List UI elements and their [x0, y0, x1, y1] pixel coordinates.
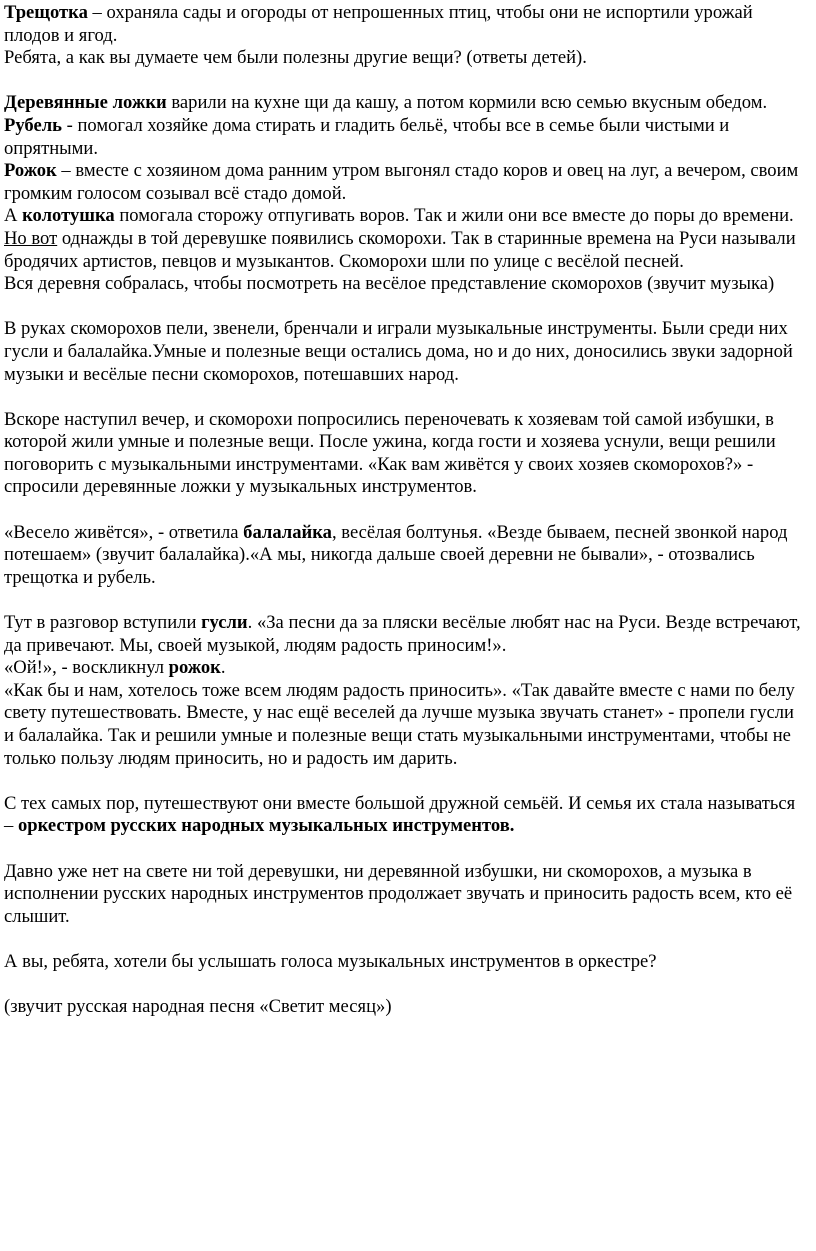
bold-term: колотушка: [22, 205, 115, 227]
text-run: Ребята, а как вы думаете чем были полезны другие вещи? (ответы детей).: [4, 47, 587, 69]
paragraph: [4, 160, 808, 205]
paragraph: [4, 273, 808, 296]
blank-line: [4, 928, 808, 951]
text-run: С тех самых пор, путешествуют они вместе большой дружной семьёй. И семья их стала называться –: [4, 792, 796, 837]
paragraph: [4, 409, 808, 499]
text-run: варили на кухне щи да кашу, а потом кормили всю семью вкусным обедом.: [166, 92, 768, 114]
text-run: помогала сторожу отпугивать воров. Так и жили они все вместе до поры до времени.: [114, 205, 794, 227]
paragraph: [4, 318, 808, 386]
paragraph: [4, 228, 808, 273]
bold-term: балалайка: [243, 521, 332, 543]
text-run: однажды в той деревушке появились скоморохи. Так в старинные времена на Руси называли бродячих артистов, певцов и музыкантов. Скоморохи шли по улице с весёлой песней.: [4, 227, 796, 272]
paragraph: [4, 2, 808, 47]
paragraph: [4, 951, 808, 974]
paragraph: [4, 657, 808, 680]
paragraph: [4, 47, 808, 70]
text-run: . «За песни да за пляски весёлые любят нас на Руси. Везде встречают, да привечают. Мы, своей музыкой, людям радость приносим!».: [4, 612, 801, 656]
text-run: (звучит русская народная песня «Светит месяц»): [4, 996, 392, 1018]
bold-term: рожок: [168, 657, 221, 679]
underlined-text: Но вот: [4, 227, 58, 249]
paragraph: [4, 115, 808, 160]
bold-term: Рожок: [4, 160, 57, 182]
paragraph: [4, 92, 808, 115]
bold-term: Рубель: [4, 114, 62, 136]
bold-term: гусли: [201, 612, 248, 634]
text-run: Вскоре наступил вечер, и скоморохи попросились переночевать к хозяевам той самой избушки, в которой жили умные и полезные вещи. После ужина, когда гости и хозяева уснули, вещи решили поговорить с музыкальными инструментами. «Как вам живётся у своих хозяев скоморохов?» - спросили деревянные ложки у музыкальных инструментов.: [4, 408, 776, 498]
text-run: А: [4, 205, 23, 227]
blank-line: [4, 589, 808, 612]
text-run: .: [220, 657, 226, 679]
paragraph: [4, 680, 808, 770]
blank-line: [4, 70, 808, 93]
text-run: «Весело живётся», - ответила: [4, 521, 244, 543]
paragraph: [4, 612, 808, 657]
text-run: «Ой!», - воскликнул: [4, 657, 169, 679]
text-run: – вместе с хозяином дома ранним утром выгонял стадо коров и овец на луг, а вечером, своим громким голосом созывал всё стадо домой.: [4, 160, 799, 204]
text-run: А вы, ребята, хотели бы услышать голоса музыкальных инструментов в оркестре?: [4, 950, 657, 972]
text-run: – охраняла сады и огороды от непрошенных птиц, чтобы они не испортили урожай плодов и ягод.: [4, 2, 753, 46]
paragraph: [4, 996, 808, 1019]
bold-term: Деревянные ложки: [4, 92, 167, 114]
text-run: «Как бы и нам, хотелось тоже всем людям радость приносить». «Так давайте вместе с нами по белу свету путешествовать. Вместе, у нас ещё веселей да лучше музыка звучать станет» - пропели гусли и балалайка. Так и решили умные и полезные вещи стать музыкальными инструментами, чтобы не только пользу людям приносить, но и радость им дарить.: [4, 679, 795, 769]
bold-term: Трещотка: [4, 2, 88, 23]
bold-term: оркестром русских народных музыкальных инструментов.: [17, 815, 515, 837]
text-run: , весёлая болтунья. «Везде бываем, песней звонкой народ потешаем» (звучит балалайка).«А мы, никогда дальше своей деревни не бывали», - отозвались трещотка и рубель.: [4, 521, 788, 588]
paragraph: [4, 861, 808, 929]
paragraph: [4, 205, 808, 228]
paragraph: [4, 793, 808, 838]
text-run: В руках скоморохов пели, звенели, бренчали и играли музыкальные инструменты. Были среди них гусли и балалайка.Умные и полезные вещи остались дома, но и до них, доносились звуки задорной музыки и весёлые песни скоморохов, потешавших народ.: [4, 318, 793, 385]
blank-line: [4, 974, 808, 997]
text-run: Давно уже нет на свете ни той деревушки, ни деревянной избушки, ни скоморохов, а музыка в исполнении русских народных инструментов продолжает звучать и приносить радость всем, кто её слышит.: [4, 860, 793, 927]
blank-line: [4, 386, 808, 409]
text-run: - помогал хозяйке дома стирать и гладить бельё, чтобы все в семье были чистыми и опрятными.: [4, 114, 730, 159]
paragraph: [4, 522, 808, 590]
blank-line: [4, 296, 808, 319]
text-run: Тут в разговор вступили: [4, 612, 202, 634]
text-run: Вся деревня собралась, чтобы посмотреть на весёлое представление скоморохов (звучит музыка): [4, 273, 775, 295]
blank-line: [4, 838, 808, 861]
blank-line: [4, 499, 808, 522]
blank-line: [4, 770, 808, 793]
